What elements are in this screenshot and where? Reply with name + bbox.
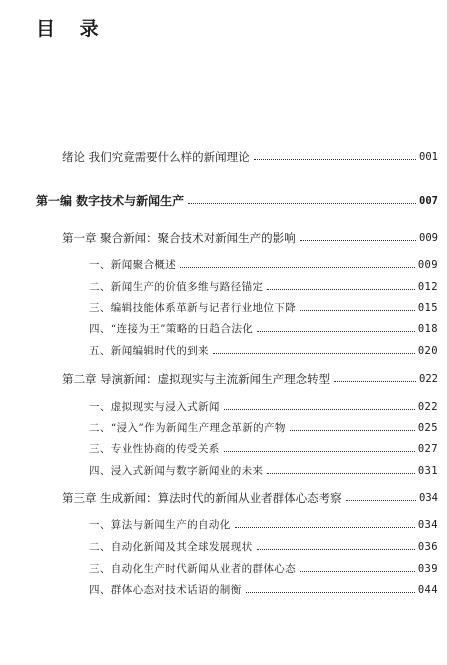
toc-entry-label: 一、新闻聚合概述: [89, 259, 177, 271]
toc-page-number: 001: [419, 151, 438, 163]
toc-entry-label: 第三章 生成新闻：算法时代的新闻从业者群体心态考察: [62, 491, 342, 505]
toc-entry-section[interactable]: [89, 464, 438, 478]
dot-leader: [246, 592, 415, 593]
dot-leader: [254, 159, 416, 160]
dot-leader: [180, 267, 415, 268]
page-title: 目 录: [36, 18, 108, 40]
toc-entry-section[interactable]: [89, 442, 438, 456]
dot-leader: [213, 353, 415, 354]
toc-entry-label: 二、自动化新闻及其全球发展现状: [89, 541, 253, 553]
dot-leader: [257, 331, 415, 332]
toc-entry-label: 第二章 导演新闻：虚拟现实与主流新闻生产理念转型: [62, 372, 331, 386]
toc-entry-section[interactable]: [89, 518, 438, 532]
toc-page-number: 044: [417, 584, 438, 596]
toc-entry-label: 绪论 我们究竟需要什么样的新闻理论: [62, 150, 250, 164]
dot-leader: [224, 451, 415, 452]
toc-entry-label: 三、专业性协商的传受关系: [89, 443, 220, 455]
toc-entry-label: 一、算法与新闻生产的自动化: [89, 519, 231, 531]
toc-page-number: 039: [417, 563, 438, 575]
toc-entry-label: 四、群体心态对技术话语的制衡: [89, 584, 242, 596]
dot-leader: [300, 571, 415, 572]
dot-leader: [267, 289, 414, 290]
toc-page-number: 020: [417, 345, 438, 357]
dot-leader: [290, 430, 415, 431]
toc-entry-label: 四、“连接为王”策略的日趋合法化: [89, 323, 254, 335]
dot-leader: [235, 527, 415, 528]
toc-entry-label: 五、新闻编辑时代的到来: [89, 345, 209, 357]
toc-entry-section[interactable]: [89, 540, 438, 554]
toc-page-number: 007: [419, 195, 438, 207]
toc-entry-label: 二、“浸入”作为新闻生产理念革新的产物: [89, 422, 286, 434]
toc-entry-label: 第一编 数字技术与新闻生产: [36, 194, 185, 208]
toc-page-number: 009: [417, 259, 438, 271]
toc-entry-label: 四、浸入式新闻与数字新闻业的未来: [89, 465, 264, 477]
toc-entry-intro[interactable]: [62, 150, 438, 164]
toc-page-number: 034: [417, 519, 438, 531]
toc-page-number: 015: [417, 302, 438, 314]
toc-page-number: 022: [417, 401, 438, 413]
toc-entry-section[interactable]: [89, 421, 438, 435]
toc-entry-section[interactable]: [89, 583, 438, 597]
toc-entry-section[interactable]: [89, 344, 438, 358]
toc-entry-label: 三、自动化生产时代新闻从业者的群体心态: [89, 563, 297, 575]
toc-entry-chapter[interactable]: [62, 372, 438, 386]
toc-entry-section[interactable]: [89, 400, 438, 414]
toc-page-number: 034: [419, 492, 438, 504]
toc-entry-label: 二、新闻生产的价值多维与路径锚定: [89, 281, 264, 293]
toc-entry-label: 一、虚拟现实与浸入式新闻: [89, 401, 220, 413]
dot-leader: [224, 409, 415, 410]
dot-leader: [267, 473, 414, 474]
toc-entry-label: 第一章 聚合新闻：聚合技术对新闻生产的影响: [62, 231, 296, 245]
toc-page-number: 031: [417, 465, 438, 477]
toc-entry-section[interactable]: [89, 301, 438, 315]
toc-entry-section[interactable]: [89, 258, 438, 272]
toc-page-number: 036: [417, 541, 438, 553]
dot-leader: [188, 203, 416, 204]
dot-leader: [300, 310, 415, 311]
toc-page-number: 009: [419, 232, 438, 244]
toc-entry-chapter[interactable]: [62, 491, 438, 505]
toc-entry-section[interactable]: [89, 562, 438, 576]
toc-entry-part[interactable]: [36, 194, 438, 208]
toc-page-number: 012: [417, 281, 438, 293]
dot-leader: [257, 549, 415, 550]
toc-entry-section[interactable]: [89, 322, 438, 336]
dot-leader: [334, 381, 416, 382]
dot-leader: [300, 240, 416, 241]
toc-page-number: 018: [417, 323, 438, 335]
toc-entry-chapter[interactable]: [62, 231, 438, 245]
toc-entry-label: 三、编辑技能体系革新与记者行业地位下降: [89, 302, 297, 314]
toc-entry-section[interactable]: [89, 280, 438, 294]
toc-page-number: 027: [417, 443, 438, 455]
toc-page-number: 025: [417, 422, 438, 434]
toc-page-number: 022: [419, 373, 438, 385]
dot-leader: [346, 500, 416, 501]
